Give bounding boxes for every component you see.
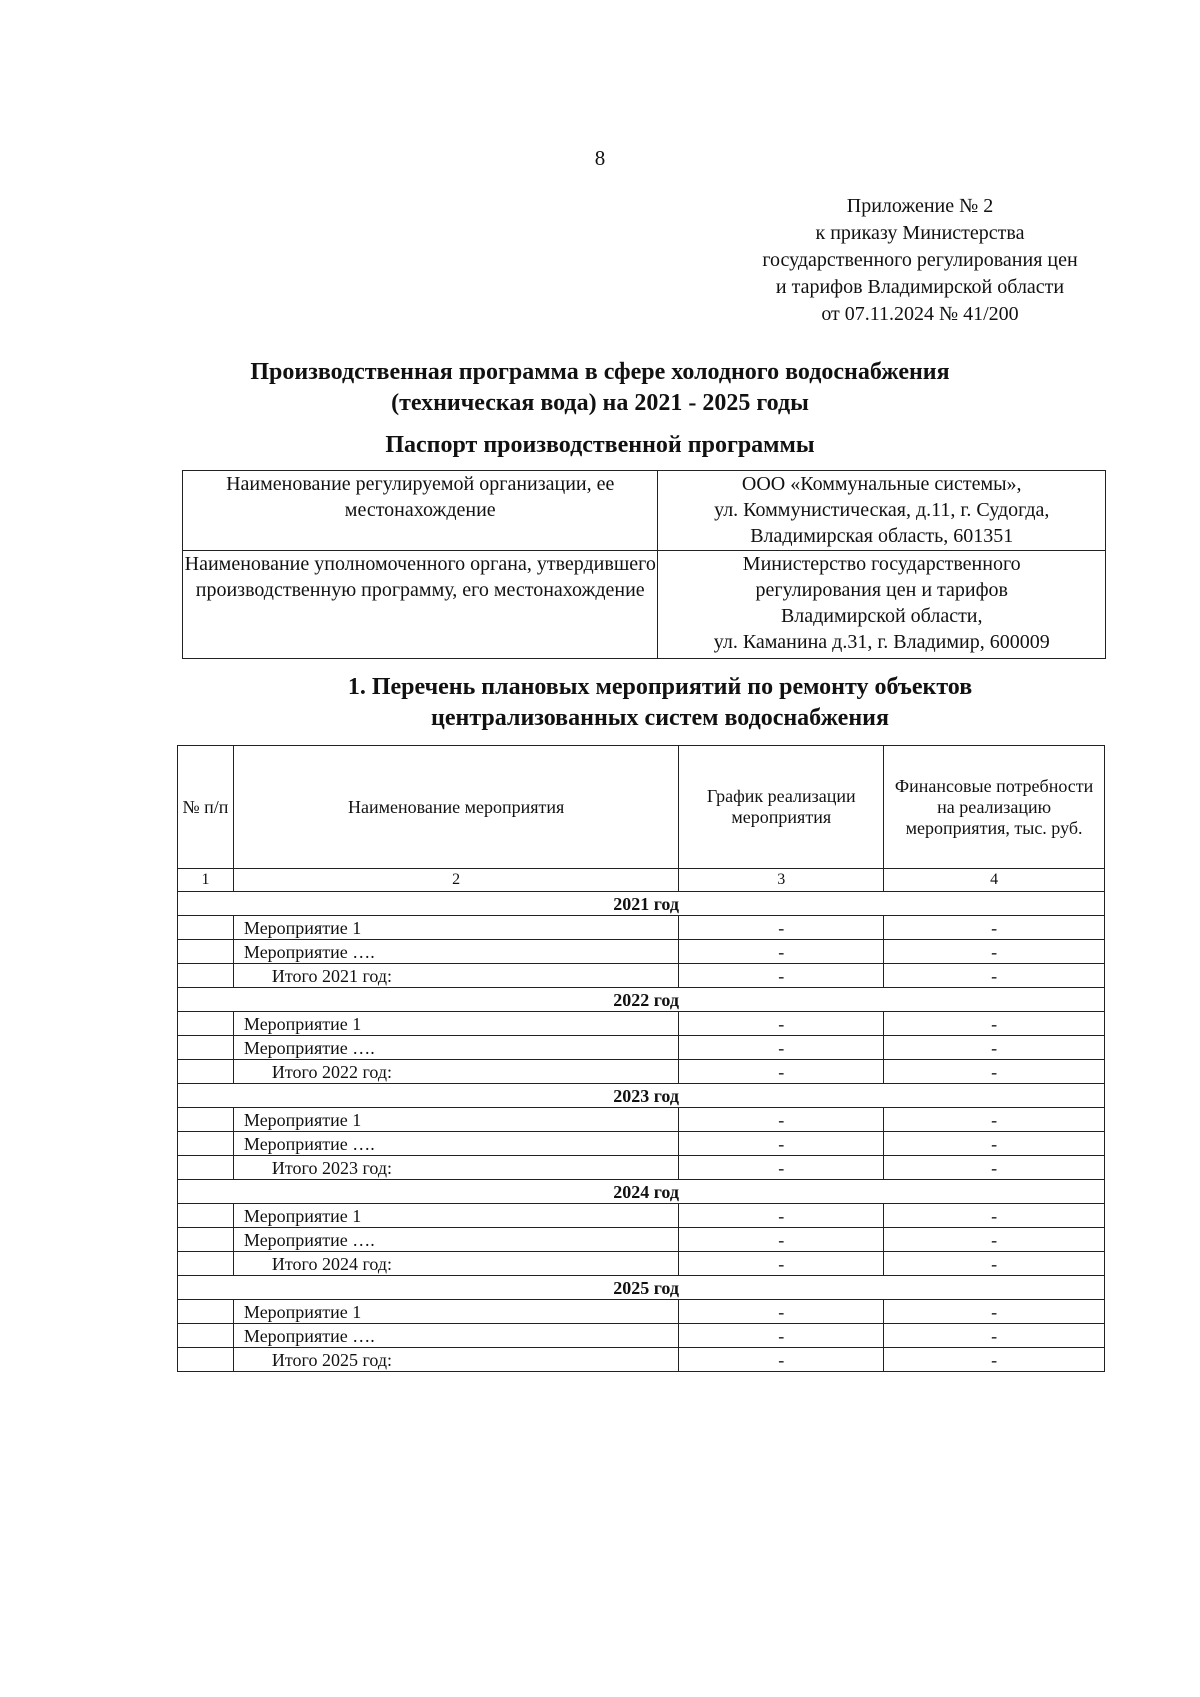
- finance-cell: -: [884, 1156, 1105, 1180]
- finance-cell: -: [884, 1060, 1105, 1084]
- passport-value-line: ООО «Коммунальные системы»,: [741, 473, 1022, 495]
- year-row: [178, 892, 1105, 916]
- event-name: Мероприятие 1: [233, 1204, 678, 1228]
- header-row: [178, 746, 1105, 869]
- total-label: Итого 2021 год:: [233, 964, 678, 988]
- finance-cell: -: [884, 1228, 1105, 1252]
- year-label: 2024 год: [178, 1180, 1105, 1204]
- finance-cell: -: [884, 1204, 1105, 1228]
- header-name: Наименование мероприятия: [233, 746, 678, 869]
- finance-cell: -: [884, 1108, 1105, 1132]
- column-number: 3: [679, 869, 884, 892]
- passport-row: [183, 551, 1106, 659]
- schedule-cell: -: [679, 1228, 884, 1252]
- table-row: [178, 1108, 1105, 1132]
- table-row: [178, 1204, 1105, 1228]
- column-number-row: [178, 869, 1105, 892]
- event-name: Мероприятие ….: [233, 940, 678, 964]
- passport-value-line: ул. Каманина д.31, г. Владимир, 600009: [713, 631, 1050, 653]
- finance-cell: -: [884, 1324, 1105, 1348]
- schedule-cell: -: [679, 1132, 884, 1156]
- passport-heading: Паспорт производственной программы: [385, 432, 815, 458]
- appendix-line: к приказу Министерства: [815, 222, 1025, 244]
- schedule-cell: -: [679, 1300, 884, 1324]
- header-schedule: График реализации мероприятия: [679, 746, 884, 869]
- event-name: Мероприятие ….: [233, 1132, 678, 1156]
- passport-value-line: ул. Коммунистическая, д.11, г. Судогда,: [714, 499, 1050, 521]
- schedule-cell: -: [679, 1348, 884, 1372]
- appendix-line: Приложение № 2: [846, 195, 994, 217]
- event-name: Мероприятие 1: [233, 1108, 678, 1132]
- appendix-line: и тарифов Владимирской области: [775, 276, 1065, 298]
- appendix-line: от 07.11.2024 № 41/200: [821, 303, 1019, 325]
- table-row: [178, 1324, 1105, 1348]
- table-row: [178, 916, 1105, 940]
- schedule-cell: -: [679, 940, 884, 964]
- total-label: Итого 2025 год:: [233, 1348, 678, 1372]
- year-label: 2025 год: [178, 1276, 1105, 1300]
- total-label: Итого 2023 год:: [233, 1156, 678, 1180]
- total-row: [178, 964, 1105, 988]
- page-number: 8: [594, 146, 606, 170]
- event-name: Мероприятие ….: [233, 1036, 678, 1060]
- year-label: 2022 год: [178, 988, 1105, 1012]
- column-number: 2: [233, 869, 678, 892]
- year-row: [178, 1276, 1105, 1300]
- passport-value-line: регулирования цен и тарифов: [755, 579, 1008, 601]
- passport-row: [183, 471, 1106, 551]
- event-name: Мероприятие 1: [233, 1012, 678, 1036]
- table-row: [178, 1012, 1105, 1036]
- document-title: [0, 357, 1200, 419]
- event-name: Мероприятие 1: [233, 916, 678, 940]
- year-row: [178, 1084, 1105, 1108]
- section-title-line: 1. Перечень плановых мероприятий по ремонту объектов: [347, 674, 973, 700]
- table-row: [178, 1132, 1105, 1156]
- table-row: [178, 1228, 1105, 1252]
- schedule-cell: -: [679, 916, 884, 940]
- schedule-cell: -: [679, 1060, 884, 1084]
- event-name: Мероприятие ….: [233, 1324, 678, 1348]
- table-row: [178, 940, 1105, 964]
- appendix-line: государственного регулирования цен: [762, 249, 1078, 271]
- finance-cell: -: [884, 964, 1105, 988]
- total-row: [178, 1348, 1105, 1372]
- schedule-cell: -: [679, 1252, 884, 1276]
- section-title: [0, 672, 1200, 734]
- passport-value: [658, 551, 1106, 659]
- year-row: [178, 988, 1105, 1012]
- passport-table: [182, 470, 1106, 659]
- passport-label: Наименование уполномоченного органа, утвердившего производственную программу, его местонахождение: [183, 551, 658, 659]
- appendix-block: [700, 193, 1140, 328]
- finance-cell: -: [884, 1348, 1105, 1372]
- passport-value-line: Владимирской области,: [780, 605, 983, 627]
- finance-cell: -: [884, 916, 1105, 940]
- event-name: Мероприятие 1: [233, 1300, 678, 1324]
- column-number: 1: [178, 869, 234, 892]
- header-finance: Финансовые потребности на реализацию мероприятия, тыс. руб.: [884, 746, 1105, 869]
- schedule-cell: -: [679, 1036, 884, 1060]
- section-title-line: централизованных систем водоснабжения: [431, 705, 889, 731]
- schedule-cell: -: [679, 1156, 884, 1180]
- passport-value-line: Владимирская область, 601351: [750, 525, 1014, 547]
- year-row: [178, 1180, 1105, 1204]
- events-table: [177, 745, 1105, 1372]
- title-line: (техническая вода) на 2021 - 2025 годы: [391, 390, 809, 416]
- finance-cell: -: [884, 1300, 1105, 1324]
- table-row: [178, 1300, 1105, 1324]
- year-label: 2023 год: [178, 1084, 1105, 1108]
- schedule-cell: -: [679, 1012, 884, 1036]
- total-row: [178, 1060, 1105, 1084]
- passport-value-line: Министерство государственного: [742, 553, 1021, 575]
- total-row: [178, 1252, 1105, 1276]
- schedule-cell: -: [679, 1108, 884, 1132]
- finance-cell: -: [884, 1012, 1105, 1036]
- total-label: Итого 2022 год:: [233, 1060, 678, 1084]
- total-row: [178, 1156, 1105, 1180]
- finance-cell: -: [884, 940, 1105, 964]
- column-number: 4: [884, 869, 1105, 892]
- schedule-cell: -: [679, 1204, 884, 1228]
- finance-cell: -: [884, 1132, 1105, 1156]
- schedule-cell: -: [679, 1324, 884, 1348]
- total-label: Итого 2024 год:: [233, 1252, 678, 1276]
- passport-label: Наименование регулируемой организации, ее местонахождение: [183, 471, 658, 551]
- title-line: Производственная программа в сфере холодного водоснабжения: [250, 359, 950, 385]
- header-num: № п/п: [178, 746, 234, 869]
- finance-cell: -: [884, 1252, 1105, 1276]
- schedule-cell: -: [679, 964, 884, 988]
- table-row: [178, 1036, 1105, 1060]
- event-name: Мероприятие ….: [233, 1228, 678, 1252]
- passport-value: [658, 471, 1106, 551]
- finance-cell: -: [884, 1036, 1105, 1060]
- year-label: 2021 год: [178, 892, 1105, 916]
